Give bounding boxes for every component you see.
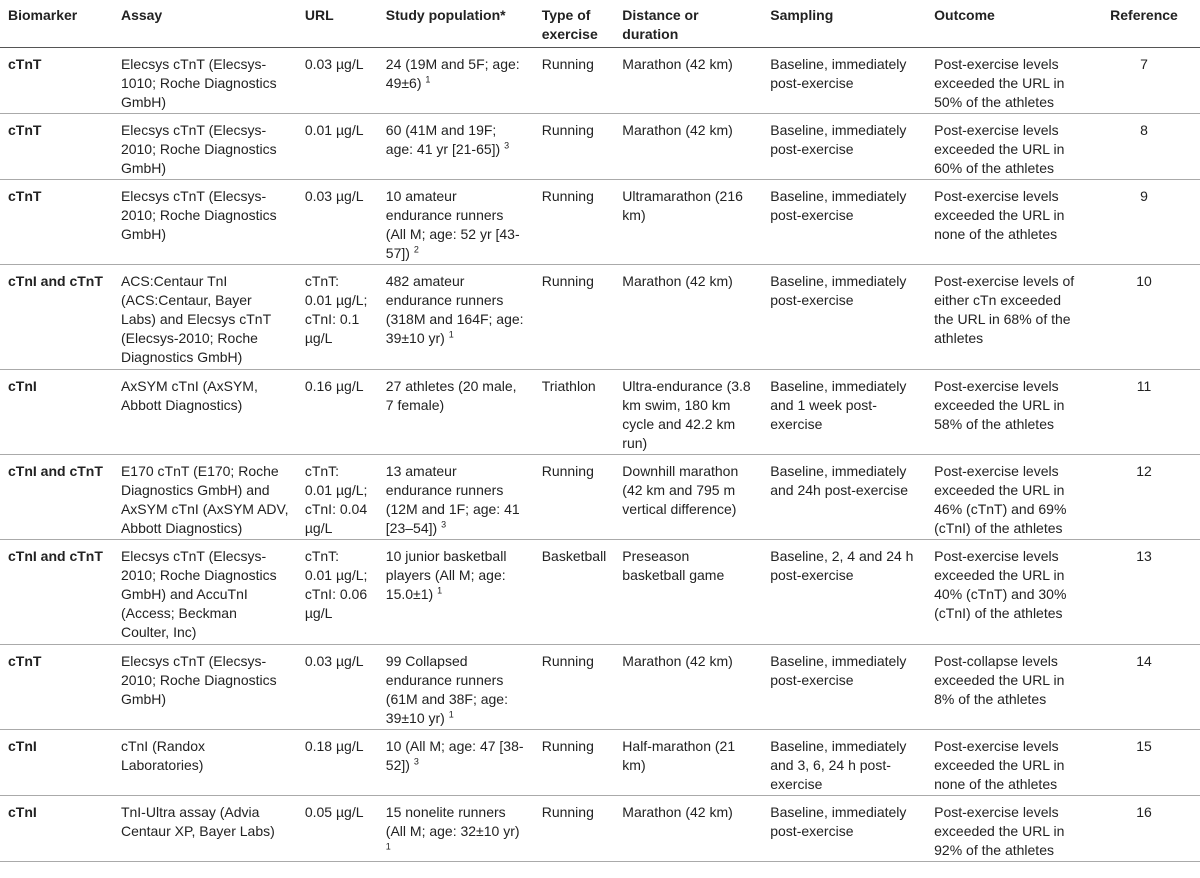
table-row <box>0 114 1200 180</box>
cell-distance-or-duration-text: Marathon (42 km) <box>622 653 733 669</box>
cell-assay <box>113 114 297 180</box>
cell-biomarker-text: cTnI and cTnT <box>8 273 103 289</box>
cell-url-text: 0.03 µg/L <box>304 653 364 669</box>
cell-sampling <box>762 370 926 455</box>
cell-biomarker-text: cTnI and cTnT <box>8 463 103 479</box>
cell-sampling <box>762 645 926 730</box>
cell-sampling <box>762 796 926 862</box>
cell-study-population-text: 10 amateur endurance runners (All M; age: 52 yr [43-57]) <box>385 188 520 261</box>
population-footnote-marker: 1 <box>448 709 454 720</box>
cell-url <box>297 48 378 114</box>
cell-biomarker <box>0 265 113 370</box>
cell-reference <box>1088 370 1200 455</box>
cell-url <box>297 730 378 796</box>
header-reference: Reference <box>1088 0 1200 48</box>
cell-reference-text: 14 <box>1136 653 1152 669</box>
cell-sampling-text: Baseline, immediately and 3, 6, 24 h post-exercise <box>770 738 907 792</box>
cell-study-population-text: 24 (19M and 5F; age: 49±6) <box>385 56 520 91</box>
population-footnote-marker: 1 <box>385 841 391 852</box>
cell-sampling-text: Baseline, immediately post-exercise <box>770 56 907 91</box>
cell-url <box>297 796 378 862</box>
cell-reference-text: 15 <box>1136 738 1152 754</box>
header-study-population: Study population* <box>378 0 534 48</box>
cell-assay-text: TnI-Ultra assay (Advia Centaur XP, Bayer Labs) <box>120 804 275 839</box>
cell-assay <box>113 455 297 540</box>
cell-reference-text: 10 <box>1136 273 1152 289</box>
cell-biomarker <box>0 645 113 730</box>
cell-sampling-text: Baseline, immediately and 1 week post-exercise <box>770 378 907 432</box>
cell-type-of-exercise <box>534 48 615 114</box>
table-row <box>0 370 1200 455</box>
cell-assay <box>113 645 297 730</box>
header-distance-or-duration: Distance or duration <box>614 0 762 48</box>
cell-url <box>297 180 378 265</box>
cell-study-population-text: 99 Collapsed endurance runners (61M and 38F; age: 39±10 yr) <box>385 653 508 726</box>
cell-distance-or-duration <box>614 265 762 370</box>
cell-type-of-exercise-text: Running <box>541 738 594 754</box>
population-footnote-marker: 3 <box>413 756 419 767</box>
cell-biomarker-text: cTnT <box>8 122 42 138</box>
cell-outcome <box>926 796 1088 862</box>
cell-type-of-exercise <box>534 455 615 540</box>
cell-outcome <box>926 114 1088 180</box>
cell-url-text: cTnT: 0.01 µg/L; cTnI: 0.06 µg/L <box>304 548 368 621</box>
cell-sampling-text: Baseline, immediately post-exercise <box>770 122 907 157</box>
cell-url-text: 0.03 µg/L <box>304 56 364 72</box>
cell-distance-or-duration-text: Marathon (42 km) <box>622 56 733 72</box>
header-url: URL <box>297 0 378 48</box>
cell-sampling-text: Baseline, immediately post-exercise <box>770 273 907 308</box>
cell-biomarker <box>0 730 113 796</box>
cell-reference <box>1088 265 1200 370</box>
cell-assay <box>113 265 297 370</box>
cell-distance-or-duration-text: Ultramarathon (216 km) <box>622 188 743 223</box>
cell-assay <box>113 180 297 265</box>
cell-study-population <box>378 796 534 862</box>
cell-sampling <box>762 114 926 180</box>
cell-biomarker-text: cTnI <box>8 738 37 754</box>
cell-outcome-text: Post-exercise levels exceeded the URL in none of the athletes <box>934 738 1065 792</box>
cell-sampling <box>762 180 926 265</box>
cell-sampling-text: Baseline, immediately post-exercise <box>770 653 907 688</box>
cell-outcome <box>926 48 1088 114</box>
cell-outcome <box>926 540 1088 645</box>
cell-outcome <box>926 370 1088 455</box>
cell-type-of-exercise <box>534 180 615 265</box>
cell-study-population <box>378 370 534 455</box>
table-row <box>0 540 1200 645</box>
cell-outcome-text: Post-exercise levels exceeded the URL in 40% (cTnT) and 30% (cTnI) of the athletes <box>934 548 1067 621</box>
cell-url <box>297 370 378 455</box>
cell-assay-text: Elecsys cTnT (Elecsys-2010; Roche Diagnostics GmbH) and AccuTnI (Access; Beckman Coulter, Inc) <box>120 548 277 640</box>
cell-study-population <box>378 455 534 540</box>
cell-url-text: 0.18 µg/L <box>304 738 364 754</box>
cell-study-population-text: 13 amateur endurance runners (12M and 1F; age: 41 [23–54]) <box>385 463 520 536</box>
cell-biomarker <box>0 180 113 265</box>
cell-type-of-exercise-text: Running <box>541 463 594 479</box>
cell-outcome-text: Post-exercise levels exceeded the URL in 46% (cTnT) and 69% (cTnI) of the athletes <box>934 463 1067 536</box>
header-row <box>0 0 1200 48</box>
cell-sampling <box>762 48 926 114</box>
cell-url-text: cTnT: 0.01 µg/L; cTnI: 0.1 µg/L <box>304 273 368 346</box>
cell-biomarker-text: cTnT <box>8 188 42 204</box>
cell-reference-text: 7 <box>1140 56 1148 72</box>
cell-sampling <box>762 455 926 540</box>
cell-outcome-text: Post-exercise levels of either cTn exceeded the URL in 68% of the athletes <box>934 273 1075 346</box>
cell-biomarker <box>0 455 113 540</box>
cell-url-text: 0.01 µg/L <box>304 122 364 138</box>
cell-biomarker-text: cTnT <box>8 56 42 72</box>
table-body <box>0 48 1200 862</box>
population-footnote-marker: 2 <box>413 244 419 255</box>
cell-distance-or-duration <box>614 114 762 180</box>
cell-study-population-text: 15 nonelite runners (All M; age: 32±10 yr) <box>385 804 520 839</box>
cell-distance-or-duration <box>614 48 762 114</box>
cell-reference <box>1088 180 1200 265</box>
cell-url-text: 0.05 µg/L <box>304 804 364 820</box>
cell-biomarker <box>0 540 113 645</box>
cell-type-of-exercise <box>534 540 615 645</box>
cell-sampling <box>762 265 926 370</box>
header-biomarker: Biomarker <box>0 0 113 48</box>
cell-study-population <box>378 645 534 730</box>
table-row <box>0 645 1200 730</box>
cell-assay <box>113 796 297 862</box>
cell-assay-text: Elecsys cTnT (Elecsys-2010; Roche Diagnostics GmbH) <box>120 188 277 242</box>
cell-study-population-text: 27 athletes (20 male, 7 female) <box>385 378 517 413</box>
cell-assay <box>113 48 297 114</box>
cell-reference-text: 8 <box>1140 122 1148 138</box>
cell-biomarker <box>0 114 113 180</box>
cell-url-text: 0.16 µg/L <box>304 378 364 394</box>
cell-url <box>297 455 378 540</box>
cell-study-population <box>378 48 534 114</box>
cell-reference-text: 13 <box>1136 548 1152 564</box>
cell-outcome-text: Post-exercise levels exceeded the URL in 50% of the athletes <box>934 56 1065 110</box>
cell-study-population-text: 482 amateur endurance runners (318M and 164F; age: 39±10 yr) <box>385 273 524 346</box>
cell-reference <box>1088 796 1200 862</box>
header-outcome: Outcome <box>926 0 1088 48</box>
cell-reference-text: 12 <box>1136 463 1152 479</box>
cell-assay-text: cTnI (Randox Laboratories) <box>120 738 205 773</box>
cell-type-of-exercise-text: Running <box>541 653 594 669</box>
cell-study-population-text: 10 junior basketball players (All M; age: 15.0±1) <box>385 548 507 602</box>
cell-outcome <box>926 180 1088 265</box>
cell-sampling <box>762 730 926 796</box>
cell-distance-or-duration <box>614 180 762 265</box>
cell-url <box>297 540 378 645</box>
cell-type-of-exercise-text: Running <box>541 56 594 72</box>
cell-distance-or-duration-text: Half-marathon (21 km) <box>622 738 736 773</box>
population-footnote-marker: 1 <box>437 585 443 596</box>
cell-type-of-exercise-text: Running <box>541 188 594 204</box>
cell-type-of-exercise <box>534 645 615 730</box>
cell-distance-or-duration-text: Ultra-endurance (3.8 km swim, 180 km cycle and 42.2 km run) <box>622 378 751 451</box>
population-footnote-marker: 3 <box>504 140 510 151</box>
table-row <box>0 265 1200 370</box>
cell-distance-or-duration-text: Downhill marathon (42 km and 795 m vertical difference) <box>622 463 739 517</box>
table-row <box>0 180 1200 265</box>
cell-assay-text: AxSYM cTnI (AxSYM, Abbott Diagnostics) <box>120 378 258 413</box>
cell-type-of-exercise <box>534 796 615 862</box>
cell-sampling-text: Baseline, immediately post-exercise <box>770 804 907 839</box>
cell-biomarker-text: cTnI and cTnT <box>8 548 103 564</box>
cell-assay-text: Elecsys cTnT (Elecsys-1010; Roche Diagnostics GmbH) <box>120 56 277 110</box>
cell-distance-or-duration-text: Preseason basketball game <box>622 548 725 583</box>
cell-distance-or-duration <box>614 370 762 455</box>
cell-outcome-text: Post-exercise levels exceeded the URL in 58% of the athletes <box>934 378 1065 432</box>
header-type-of-exercise: Type of exercise <box>534 0 615 48</box>
cell-outcome <box>926 455 1088 540</box>
header-assay: Assay <box>113 0 297 48</box>
population-footnote-marker: 1 <box>448 329 454 340</box>
cell-url-text: 0.03 µg/L <box>304 188 364 204</box>
cell-study-population <box>378 114 534 180</box>
cell-type-of-exercise-text: Triathlon <box>541 378 596 394</box>
cell-assay <box>113 370 297 455</box>
cell-sampling-text: Baseline, immediately and 24h post-exercise <box>770 463 908 498</box>
header-sampling: Sampling <box>762 0 926 48</box>
cell-biomarker-text: cTnI <box>8 378 37 394</box>
cell-distance-or-duration-text: Marathon (42 km) <box>622 122 733 138</box>
cell-outcome-text: Post-collapse levels exceeded the URL in 8% of the athletes <box>934 653 1065 707</box>
cell-distance-or-duration-text: Marathon (42 km) <box>622 804 733 820</box>
cell-outcome <box>926 645 1088 730</box>
cell-reference <box>1088 645 1200 730</box>
cell-assay-text: Elecsys cTnT (Elecsys-2010; Roche Diagnostics GmbH) <box>120 653 277 707</box>
cell-reference-text: 16 <box>1136 804 1152 820</box>
cell-url <box>297 114 378 180</box>
cell-sampling-text: Baseline, 2, 4 and 24 h post-exercise <box>770 548 914 583</box>
cell-study-population <box>378 180 534 265</box>
cell-reference <box>1088 455 1200 540</box>
cell-reference <box>1088 730 1200 796</box>
cell-outcome-text: Post-exercise levels exceeded the URL in 92% of the athletes <box>934 804 1065 858</box>
cell-study-population <box>378 265 534 370</box>
cell-outcome <box>926 730 1088 796</box>
cell-type-of-exercise-text: Running <box>541 122 594 138</box>
cell-biomarker <box>0 796 113 862</box>
cell-biomarker <box>0 48 113 114</box>
cell-assay <box>113 540 297 645</box>
cell-sampling-text: Baseline, immediately post-exercise <box>770 188 907 223</box>
cell-type-of-exercise <box>534 114 615 180</box>
cell-assay-text: Elecsys cTnT (Elecsys-2010; Roche Diagnostics GmbH) <box>120 122 277 176</box>
table-row <box>0 48 1200 114</box>
cell-type-of-exercise-text: Running <box>541 804 594 820</box>
cell-distance-or-duration-text: Marathon (42 km) <box>622 273 733 289</box>
cell-type-of-exercise <box>534 370 615 455</box>
cell-type-of-exercise-text: Basketball <box>541 548 607 564</box>
cell-assay-text: E170 cTnT (E170; Roche Diagnostics GmbH) and AxSYM cTnI (AxSYM ADV, Abbott Diagnostics) <box>120 463 289 536</box>
table-row <box>0 730 1200 796</box>
cell-reference <box>1088 48 1200 114</box>
cell-reference-text: 9 <box>1140 188 1148 204</box>
cell-distance-or-duration <box>614 540 762 645</box>
cell-reference <box>1088 114 1200 180</box>
cell-type-of-exercise <box>534 265 615 370</box>
population-footnote-marker: 3 <box>441 519 447 530</box>
cell-distance-or-duration <box>614 730 762 796</box>
cell-url-text: cTnT: 0.01 µg/L; cTnI: 0.04 µg/L <box>304 463 368 536</box>
cell-reference <box>1088 540 1200 645</box>
cell-type-of-exercise <box>534 730 615 796</box>
cell-outcome <box>926 265 1088 370</box>
cell-study-population <box>378 730 534 796</box>
cell-study-population <box>378 540 534 645</box>
cell-reference-text: 11 <box>1136 378 1152 394</box>
cell-sampling <box>762 540 926 645</box>
cell-biomarker-text: cTnI <box>8 804 37 820</box>
cell-url <box>297 645 378 730</box>
cell-assay-text: ACS:Centaur TnI (ACS:Centaur, Bayer Labs) and Elecsys cTnT (Elecsys-2010; Roche Diagnostics GmbH) <box>120 273 271 365</box>
cell-distance-or-duration <box>614 455 762 540</box>
cell-type-of-exercise-text: Running <box>541 273 594 289</box>
cell-url <box>297 265 378 370</box>
table-row <box>0 455 1200 540</box>
cell-study-population-text: 10 (All M; age: 47 [38-52]) <box>385 738 524 773</box>
population-footnote-marker: 1 <box>425 74 431 85</box>
cell-biomarker <box>0 370 113 455</box>
cell-distance-or-duration <box>614 645 762 730</box>
cell-assay <box>113 730 297 796</box>
cell-outcome-text: Post-exercise levels exceeded the URL in 60% of the athletes <box>934 122 1065 176</box>
table-row <box>0 796 1200 862</box>
cell-outcome-text: Post-exercise levels exceeded the URL in none of the athletes <box>934 188 1065 242</box>
cell-study-population-text: 60 (41M and 19F; age: 41 yr [21-65]) <box>385 122 501 157</box>
cell-distance-or-duration <box>614 796 762 862</box>
cell-biomarker-text: cTnT <box>8 653 42 669</box>
